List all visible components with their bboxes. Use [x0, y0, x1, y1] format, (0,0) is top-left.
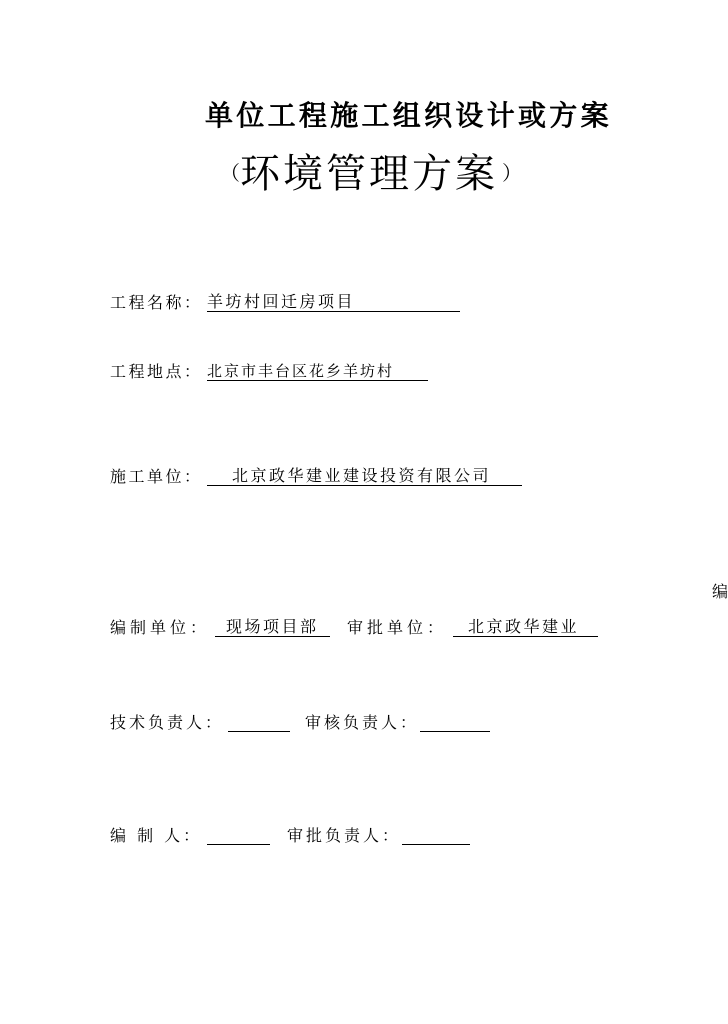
project-location-label: 工程地点： [110, 362, 203, 381]
units-row [0, 618, 724, 640]
project-location-row [0, 362, 724, 384]
technical-lead-blank-line [228, 731, 290, 732]
document-subtitle: 环境管理方案 [240, 151, 498, 197]
project-name-label: 工程名称： [110, 293, 203, 312]
review-lead-label: 审核负责人： [305, 713, 420, 732]
project-name-row [0, 293, 724, 315]
approval-lead-label: 审批负责人： [287, 826, 402, 845]
compiling-unit-label: 编制单位： [110, 618, 211, 637]
compiler-label: 编 制 人： [110, 826, 203, 845]
construction-unit-row [0, 467, 724, 489]
approving-unit-value: 北京政华建业 [453, 618, 598, 637]
project-location-value: 北京市丰台区花乡羊坊村 [207, 362, 428, 381]
approval-lead-blank-line [402, 844, 470, 845]
signers-row [0, 826, 724, 848]
project-name-value: 羊坊村回迁房项目 [207, 293, 460, 312]
compiler-blank-line [207, 844, 270, 845]
subtitle-paren-open: （ [220, 161, 240, 185]
subtitle-paren-close: ） [502, 161, 522, 185]
edge-text-fragment: 编 [712, 582, 728, 601]
document-title: 单位工程施工组织设计或方案 [205, 99, 612, 132]
construction-unit-label: 施工单位： [110, 467, 203, 486]
review-lead-blank-line [420, 731, 490, 732]
approving-unit-label: 审批单位： [347, 618, 448, 637]
construction-unit-value: 北京政华建业建设投资有限公司 [207, 467, 522, 486]
technical-lead-label: 技术负责人： [110, 713, 225, 732]
compiling-unit-value: 现场项目部 [215, 618, 330, 637]
leads-row [0, 713, 724, 735]
